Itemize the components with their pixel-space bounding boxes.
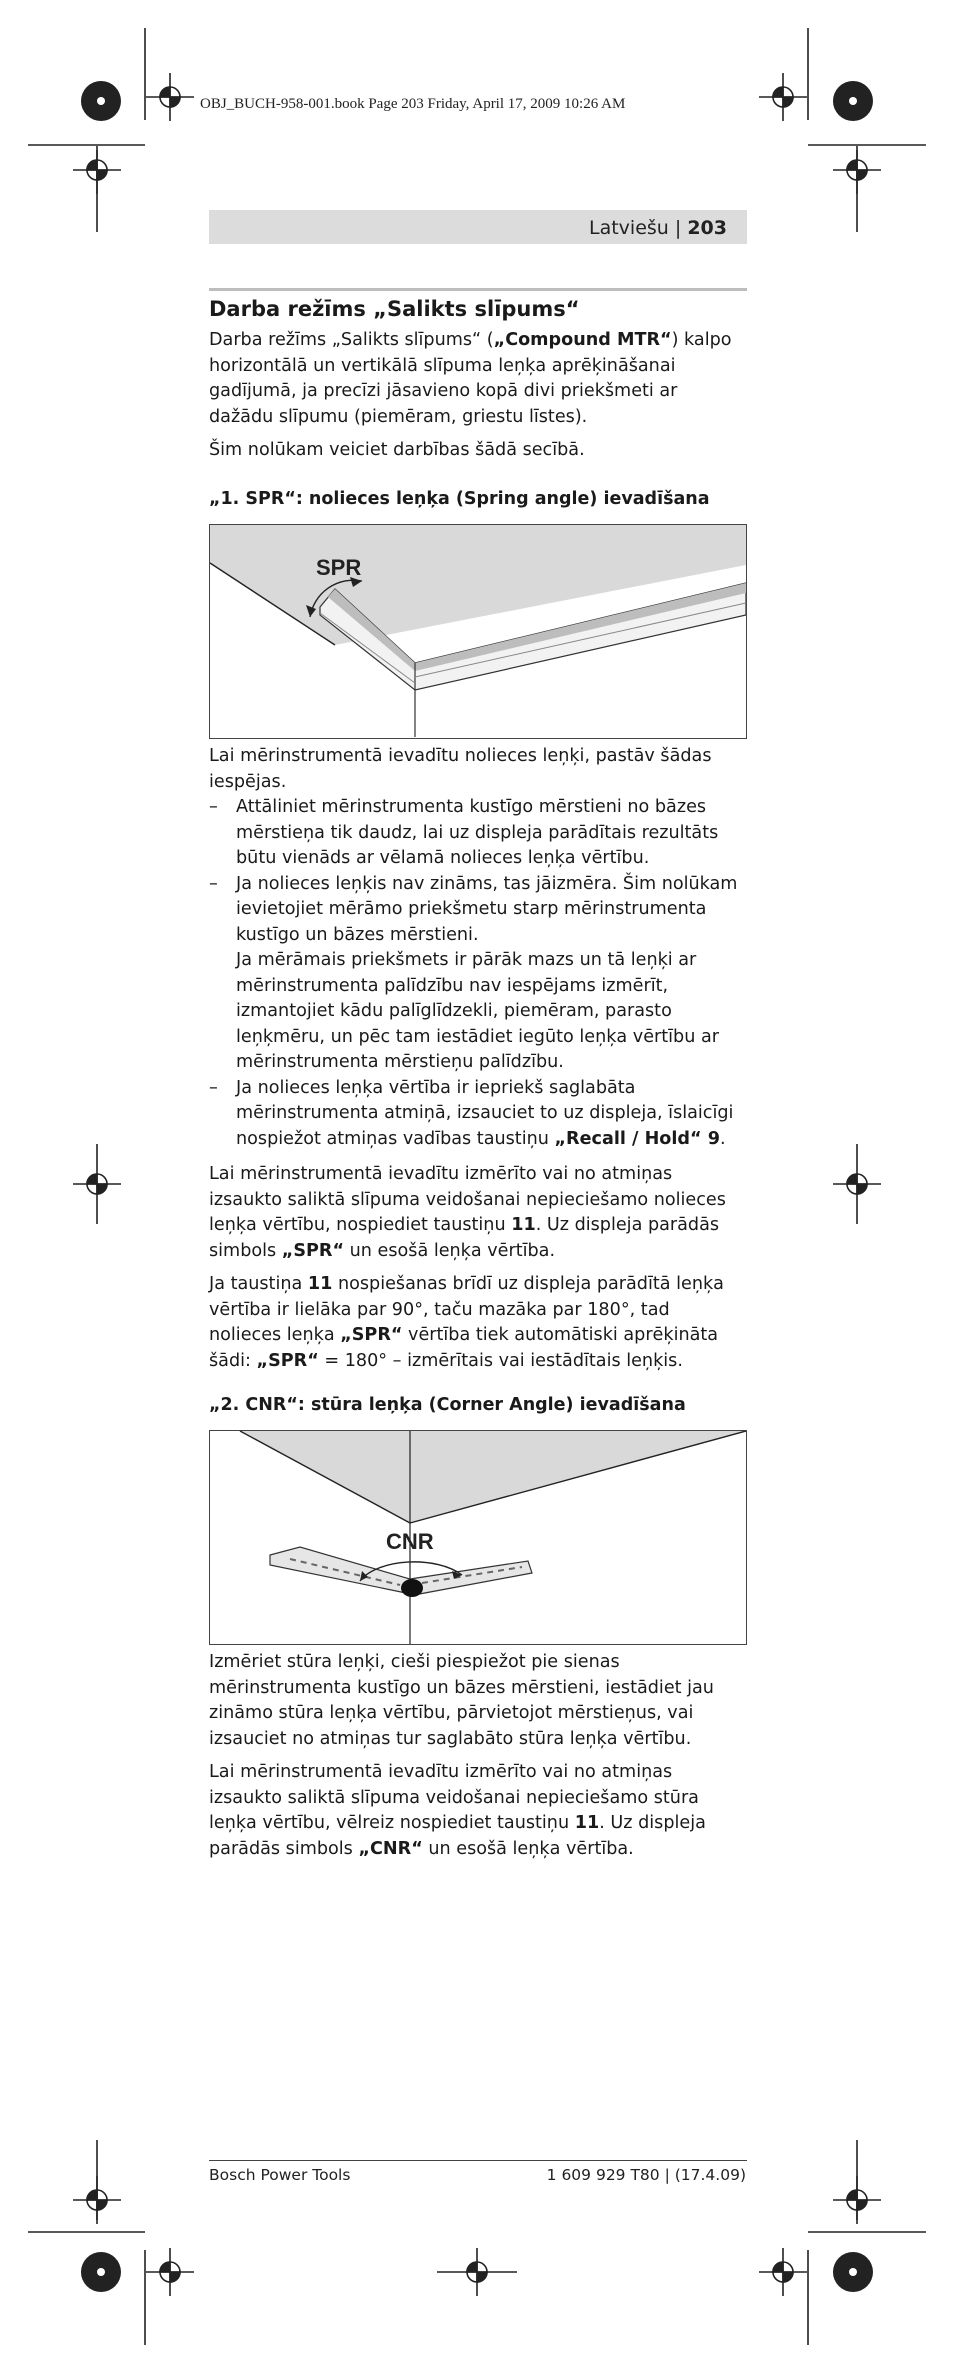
spr-bullet-1-text: Attāliniet mērinstrumenta kustīgo mērstieni no bāzes mērstieņa tik daudz, lai uz displeja parādītais rezultāts būtu vienāds ar vēlamā nolieces leņķa vērtību.	[236, 797, 719, 868]
cnr-heading-block	[209, 1393, 747, 1417]
cnr-body	[209, 1650, 747, 1862]
bullet-dash: –	[209, 1077, 218, 1098]
book-header: OBJ_BUCH-958-001.book Page 203 Friday, April 17, 2009 10:26 AM	[200, 96, 626, 112]
footer-rule	[209, 2160, 747, 2161]
cnr-symbol: „CNR“	[358, 1838, 423, 1859]
cnr-p2-text: Lai mērinstrumentā ievadītu izmērīto vai no atmiņas izsaukto saliktā slīpuma veidošanai nepieciešamo stūra leņķa vērtību, vēlreiz nospiediet taustiņu	[209, 1762, 699, 1833]
cnr-p2-mid: . Uz displeja parādās simbols	[209, 1813, 706, 1859]
spr-heading-block	[209, 487, 747, 511]
sequence-paragraph: Šim nolūkam veiciet darbības šādā secībā.	[209, 440, 585, 460]
language-name: Latviešu	[589, 217, 669, 239]
spr-p2-d: = 180° – izmērītais vai iestādītais leņķis.	[318, 1350, 683, 1371]
spr-p1-end: un esošā leņķa vērtība.	[344, 1240, 556, 1261]
spr-bullet-2a-text: Ja nolieces leņķis nav zināms, tas jāizmēra. Šim nolūkam ievietojiet mērāmo priekšmetu starp mērinstrumenta kustīgo un bāzes mērstieni.	[236, 873, 738, 945]
bullet-dash: –	[209, 797, 218, 817]
cnr-paragraph-1: Izmēriet stūra leņķi, cieši piespiežot pie sienas mērinstrumenta kustīgo un bāzes mērstieni, iestādiet jau zināmo stūra leņķa vērtību, pārvietojot mērstieņus, vai izsauciet no atmiņas tur saglabāto stūra leņķa vērtību.	[209, 1652, 714, 1749]
intro-bold: „Compound MTR“	[493, 330, 672, 350]
cnr-p2-end: un esošā leņķa vērtība.	[422, 1838, 634, 1859]
spr-paragraph-1	[209, 1162, 747, 1264]
cnr-paragraph-2	[209, 1760, 747, 1862]
language-page-label	[589, 217, 727, 239]
spr-p2-a: Ja taustiņa	[209, 1274, 308, 1294]
spr-paragraph-2	[209, 1272, 747, 1374]
spr-bullet-3-text: Ja nolieces leņķa vērtība ir iepriekš saglabāta mērinstrumenta atmiņā, izsauciet to uz displeja, īslaicīgi nospiežot atmiņas vadības taustiņu	[236, 1077, 734, 1149]
bullet-dash: –	[209, 873, 218, 894]
spr-options-intro: Lai mērinstrumentā ievadītu nolieces leņķi, pastāv šādas iespējas.	[209, 746, 712, 792]
spr-illustration	[210, 525, 746, 738]
footer-right: 1 609 929 T80 | (17.4.09)	[546, 2166, 746, 2184]
recall-hold-key: „Recall / Hold“ 9	[554, 1128, 720, 1149]
intro-text-2: ) kalpo horizontālā un vertikālā slīpuma leņķa aprēķināšanai gadījumā, ja precīzi jāsavieno kopā divi priekšmeti ar dažādu slīpumu (piemēram, griestu līstes).	[209, 330, 732, 427]
key-11: 11	[307, 1274, 333, 1294]
spr-symbol: „SPR“	[256, 1350, 319, 1371]
intro-text-1: Darba režīms „Salikts slīpums“ (	[209, 330, 494, 350]
spr-figure-label: SPR	[316, 555, 362, 580]
spr-p1-text: Lai mērinstrumentā ievadītu izmērīto vai no atmiņas izsaukto saliktā slīpuma veidošanai nepieciešamo nolieces leņķa vērtību, nospiediet taustiņu	[209, 1164, 726, 1235]
spr-bullet-2	[209, 872, 747, 1076]
intro-paragraph	[209, 328, 747, 430]
cnr-heading: „2. CNR“: stūra leņķa (Corner Angle) ievadīšana	[209, 1395, 686, 1415]
footer-left: Bosch Power Tools	[209, 2166, 351, 2184]
spr-bullet-1	[209, 795, 747, 872]
page-number: 203	[687, 217, 727, 239]
language-bar	[209, 210, 747, 244]
cnr-figure	[209, 1430, 747, 1645]
spr-bullet-3-end: .	[719, 1128, 726, 1149]
key-11: 11	[511, 1215, 536, 1235]
spr-symbol: „SPR“	[340, 1325, 403, 1345]
language-separator: |	[668, 217, 688, 239]
key-11: 11	[574, 1813, 600, 1833]
cnr-figure-label: CNR	[386, 1529, 434, 1554]
spr-figure	[209, 524, 747, 739]
spr-p2-b: nospiešanas brīdī uz displeja parādītā leņķa vērtība ir lielāka par 90°, taču mazāka par 180°, tad nolieces leņķa	[209, 1274, 724, 1345]
spr-bullet-3	[209, 1076, 747, 1153]
spr-heading: „1. SPR“: nolieces leņķa (Spring angle) ievadīšana	[209, 489, 710, 509]
section-title: Darba režīms „Salikts slīpums“	[209, 297, 580, 321]
spr-p2-c: vērtība tiek automātiski aprēķināta šādi:	[209, 1325, 719, 1371]
spr-body	[209, 744, 747, 1374]
spr-bullet-2b-text: Ja mērāmais priekšmets ir pārāk mazs un tā leņķi ar mērinstrumenta palīdzību nav iespējams izmērīt, izmantojiet kādu palīglīdzekli, piemēram, parasto leņķmēru, un pēc tam iestādiet iegūto leņķa vērtību ar mērinstrumenta mērstieņu palīdzību.	[236, 950, 719, 1072]
section-intro	[209, 296, 747, 464]
section-rule	[209, 288, 747, 291]
spr-symbol: „SPR“	[281, 1240, 345, 1261]
spr-p1-mid: . Uz displeja parādās simbols	[209, 1215, 720, 1261]
cnr-illustration	[210, 1431, 746, 1644]
